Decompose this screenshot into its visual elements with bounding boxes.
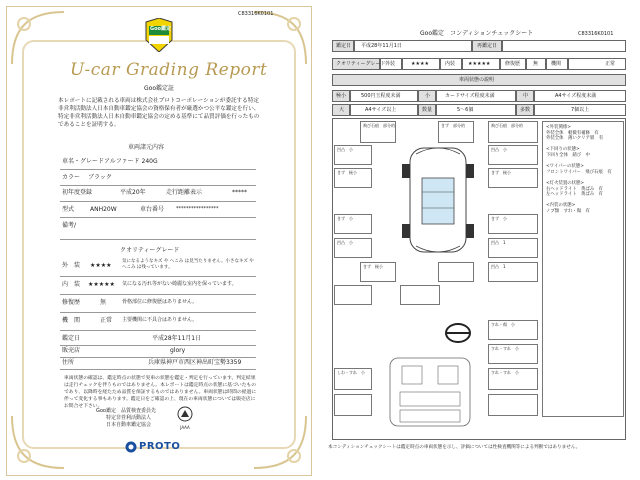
vehicle-state-header: 車両状態の説明 (332, 74, 626, 86)
signature-line-1: Goo鑑定 品質検査委員先 (96, 408, 156, 414)
sheet-exterior-stars: ★★★★ (402, 58, 440, 70)
condition-note-line: <内装の状態> (546, 203, 576, 209)
damage-box (400, 285, 440, 305)
quality-grade-title: クオリティーグレード (120, 247, 180, 254)
damage-box: 凹凸 1 (488, 262, 538, 282)
car-exterior-diagram-icon (392, 140, 484, 260)
condition-note-line: 下回り全体 錆び 中 (546, 152, 590, 158)
condition-note-line: <下回りの状態> (546, 147, 580, 153)
damage-box: きず 小 (488, 214, 538, 234)
damage-box: すれ・すれ 小 (488, 344, 538, 364)
appraisal-date-row: 鑑定日 平成28年11月1日 (60, 332, 256, 346)
goo-logo: Goo鑑定 (144, 18, 174, 52)
certificate-subtitle: Goo鑑定証 (144, 85, 174, 92)
sheet-appraisal-date: 平成28年11月1日 (354, 40, 472, 52)
damage-box: きず 極小 (360, 262, 396, 282)
vehicle-section-title: 車両諸元内容 (128, 144, 165, 151)
condition-note-line: 外装全体 薄いクリア層 有 (546, 136, 604, 142)
proto-logo: PROTO (125, 441, 195, 453)
signature-line-3: 日本自動車鑑定協会 (106, 422, 152, 428)
damage-box: 凹凸 小 (334, 238, 372, 258)
condition-note-line: ノブ類 すれ・傷 有 (546, 208, 590, 214)
document-code: C83316K0101 (238, 11, 274, 17)
damage-box: きず 極小 (488, 168, 538, 188)
condition-note-line: <外装関係> (546, 125, 571, 130)
damage-box: しわ・すれ 小 (334, 368, 372, 390)
condition-note-line: フロントワイパー 飛び石痕 有 (546, 169, 612, 175)
damage-box (488, 394, 538, 416)
sheet-doc-code: C83316K0101 (578, 31, 614, 37)
sheet-footer-note: 本コンディションチェックシートは鑑定時点の車両状態を示し、評価については性検査機関等による判断ではありません。 (328, 445, 581, 450)
interior-stars: ★★★★★ (88, 281, 115, 288)
grading-certificate (0, 0, 318, 480)
condition-note-line: 左ヘッドライト 黄ばみ 有 (546, 192, 603, 198)
exterior-stars: ★★★★ (90, 262, 112, 269)
shop-row: 販売店 glory (60, 345, 256, 358)
damage-box: すれ・すれ 小 (488, 368, 538, 390)
condition-note-line: 右ヘッドライト 黄ばみ 有 (546, 186, 603, 192)
damage-box (334, 285, 372, 305)
damage-box: 飛び石痕 部分的 (360, 121, 396, 143)
condition-notes-panel (542, 121, 624, 417)
color-row: カラー ブラック (60, 169, 256, 186)
condition-check-sheet: Goo鑑定 コンディションチェックシート C83316K0101 鑑定日 平成28年11月1日 再鑑定日 クオリティーグレード 外装 ★★★★ 内装 ★★★★★ 修復歴 無 機関 正常 車両状態の説明 極小 500円玉程度未満 小 カードサイズ程度未満 中 A4サイズ程度未満 大 A4サイズ以上 数量 5〜6個 多数 7個以上 飛び石痕 部分的 きず 部分的 飛び石痕 部分的 凹凸 小 きず 極小 凹凸 小 きず 極小 きず 小 きず 小 凹凸 小 凹凸 1 凹凸 1 きず 極小 すれ・傷 小 すれ・すれ 小 しわ・すれ 小 すれ・すれ 小 <外装関係> 外装全体 軽微有補修 有 外装全体 薄いクリア層 有 <下回りの状態> 下回り全体 錆び 中 <ワイパーの状態> フロントワイパー 飛び石痕 有 <灯火装置の状態> 右ヘッドライト 黄ばみ 有 左ヘッドライト 黄ばみ 有 <内装の状態> ノブ類 すれ・傷 有 本コンディションチェックシートは鑑定時点の車両状態を示し、評価については性検査機関等による判断ではありません。 (320, 0, 640, 480)
jaaa-emblem-icon: JAAA (176, 406, 194, 430)
registration-row: 初年度登録 平成20年 走行距離表示 ***** (60, 185, 256, 202)
damage-box (334, 394, 372, 416)
damage-box: きず 小 (334, 214, 372, 234)
address-row: 住所 兵庫県神戸市西区神出町宝勢3359 (60, 357, 256, 370)
corner-ornament-icon (250, 412, 310, 472)
sheet-reappraisal-date (502, 40, 626, 52)
corner-ornament-icon (250, 8, 310, 68)
certificate-title: U-car Grading Report (70, 60, 268, 80)
signature-line-2: 特定非営利活動法人 (106, 415, 152, 421)
car-name-row: 車名・グレード アルファード 240G (60, 153, 256, 170)
corner-ornament-icon (8, 8, 68, 68)
notes-row: 備考/ (60, 217, 256, 240)
repair-history-row: 修復歴 無 骨格部位に修復歴はありません。 (60, 294, 256, 313)
damage-box: 飛び石痕 部分的 (488, 121, 538, 143)
exterior-grade-row: 外 装 ★★★★ 気になるようなキズ や へこみ は見当たりません。小さなキズ や へこみ は残っています。 (60, 256, 256, 277)
condition-notes-list (546, 125, 612, 215)
damage-box: 凹凸 小 (488, 145, 538, 165)
disclaimer-text: 車両状態の確認は、鑑定時点の状態で実車の状態を鑑定・判定を行っています。判定結果は走行チェックを伴うものではありません。本レポートは鑑定時点の状態に基づいたものであり、以降時を経たため品質を保証するものではありません。車両状態は時間の経過に伴って変化する事もあります。鑑定日をご確認の上、現在の車両状態については販売店にお問合せ下さい。 (64, 376, 257, 409)
damage-box: 凹凸 小 (334, 145, 372, 165)
corner-ornament-icon (8, 412, 68, 472)
condition-note-line: 外装全体 軽微有補修 有 (546, 130, 599, 136)
model-row: 型式 ANH20W 車台番号 ***************** (60, 201, 256, 218)
car-interior-diagram-icon (380, 352, 480, 432)
condition-note-line: <灯火装置の状態> (546, 180, 585, 186)
damage-box: きず 極小 (334, 168, 372, 188)
sheet-title: Goo鑑定 コンディションチェックシート (420, 30, 534, 37)
damage-box: きず 部分的 (438, 121, 474, 143)
steering-wheel-icon (444, 322, 472, 344)
damage-box (438, 262, 474, 282)
condition-note-line: <ワイパーの状態> (546, 164, 584, 170)
damage-box: すれ・傷 小 (488, 320, 538, 340)
damage-box: 凹凸 1 (488, 238, 538, 258)
interior-grade-row: 内 装 ★★★★★ 気になる汚れ等がない綺麗な室内を保っています。 (60, 276, 256, 295)
function-row: 機 関 正常 主要機関に不具合はありません。 (60, 312, 256, 331)
certificate-intro: 本レポートに記載される車両は株式会社プロトコーポレーションが委託する特定非営利活動法人日本自動車鑑定協会の資格保有者が厳選かつ公平な鑑定を行い、特定非営利活動法人日本自動車鑑定協会の定める基準にて品質評価を行ったものであることを証明する。 (58, 98, 260, 128)
sheet-interior-stars: ★★★★★ (462, 58, 500, 70)
